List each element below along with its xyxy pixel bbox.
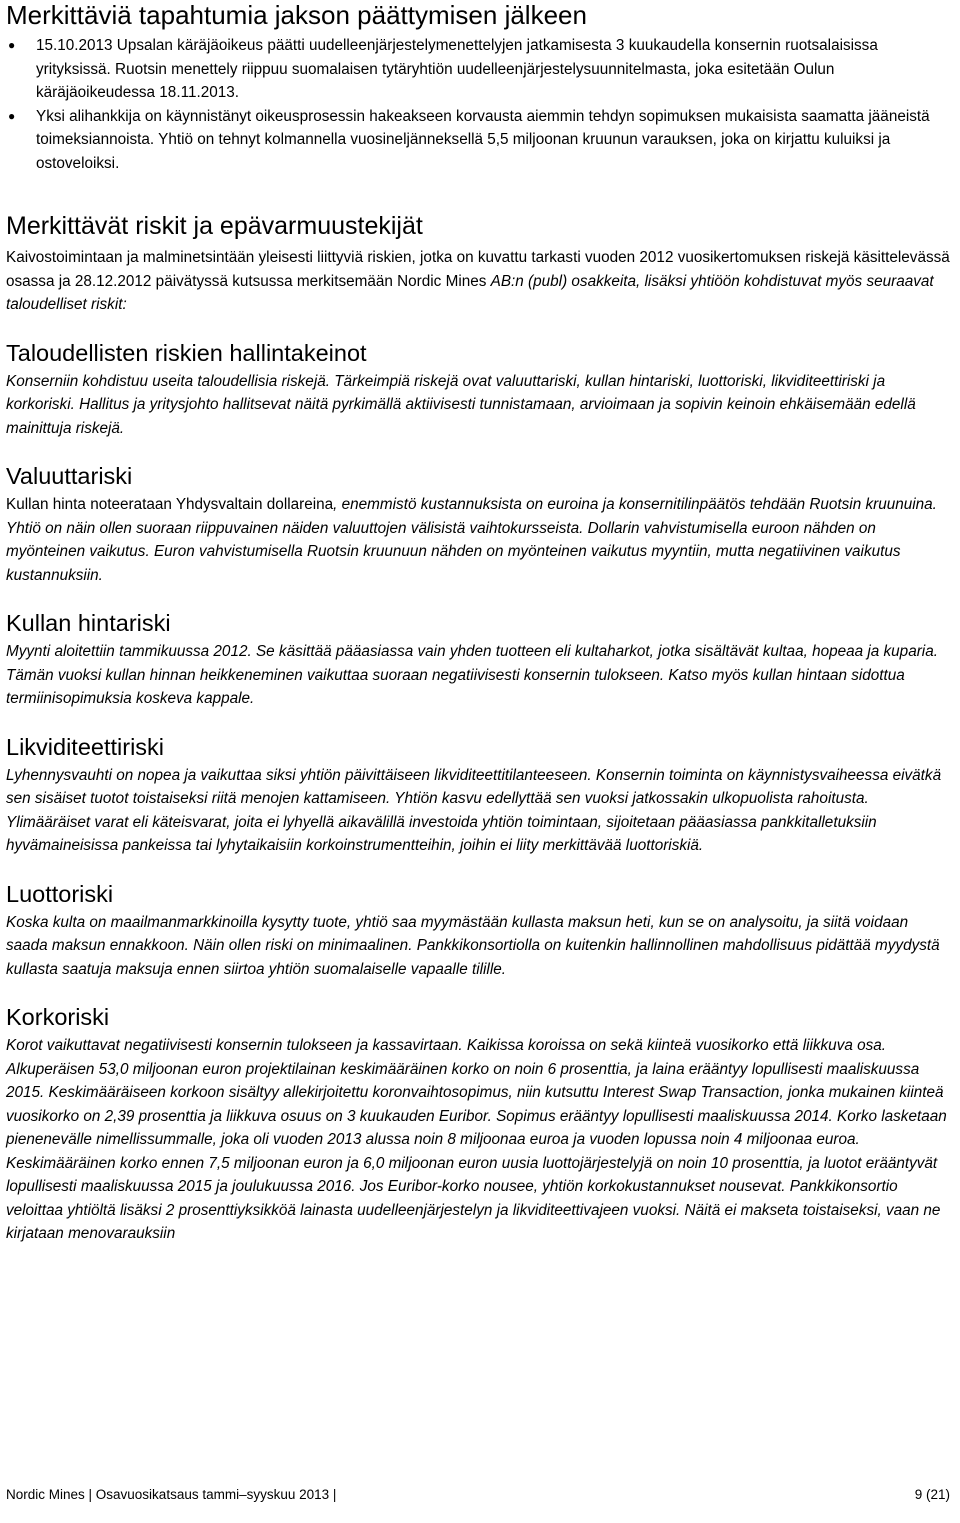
credit-heading: Luottoriski — [6, 880, 114, 907]
page-title: Merkittäviä tapahtumia jakson päättymisen jälkeen — [6, 0, 587, 30]
events-list — [6, 34, 950, 175]
document-page — [6, 0, 950, 1246]
spacer — [6, 317, 950, 339]
spacer — [6, 981, 950, 1003]
interest-heading: Korkoriski — [6, 1004, 110, 1030]
spacer — [6, 711, 950, 733]
event-text: 15.10.2013 Upsalan käräjäoikeus päätti uudelleenjärjestelymenettelyjen jatkamisesta 3 kuukaudella konsernin ruotsalaisissa yrityksissä. Ruotsin menettely riippuu suomalaisen tytäryhtiön uudelleenjärjestelysuunnitelmasta, joka esitetään Oulun käräjäoikeudessa 18.11.2013. — [36, 37, 878, 101]
spacer — [6, 858, 950, 880]
list-item — [6, 105, 950, 176]
bullet-icon: ● — [8, 108, 16, 123]
currency-heading: Valuuttariski — [6, 463, 133, 489]
currency-paragraph — [6, 493, 950, 587]
management-text: Konserniin kohdistuu useita taloudellisia riskejä. Tärkeimpiä riskejä ovat valuuttariski, kullan hintariski, luottoriski, likviditeettiriski ja korkoriski. Hallitus ja yritysjohto hallitsevat näitä pyrkimällä aktiivisesti tunnistamaan, arvioimaan ja sopivin keinoin ehkäisemään edellä mainittuja riskejä. — [6, 372, 916, 437]
interest-text: Korot vaikuttavat negatiivisesti konsernin tulokseen ja kassavirtaan. Kaikissa koroissa on sekä kiinteä vuosikorko että liikkuva osa. Alkuperäisen 53,0 miljoonan euron projektilainan keskimääräinen korko on noin 6 prosenttia, ja laina erääntyy lopullisesti maaliskuussa 2015. Keskimääräiseen korkoon sisältyy allekirjoitettu koronvaihtosopimus, niin kutsuttu Interest Swap Transaction, jonka mukainen kiinteä vuosikorko on 2,39 prosenttia ja liikkuva osuus on 3 kuukauden Euribor. Sopimus erääntyy lopullisesti maaliskuussa 2014. Korko lasketaan pienenevälle nimellissummalle, joka oli vuoden 2013 alussa noin 8 miljoonaa euroa ja vuoden lopussa noin 4 miljoonaa euroa. Keskimääräinen korko ennen 7,5 miljoonan euron ja 6,0 miljoonan euron uusia luottojärjestelyjä on noin 10 prosenttia, ja luotot erääntyvät lopullisesti maaliskuussa 2015 ja joulukuussa 2016. Jos Euribor-korko nousee, yhtiön korkokustannukset nousevat. Pankkikonsortio veloittaa yhtiöltä lisäksi 2 prosenttiyksikköä lainasta uudelleenjärjestelyn ja likviditeettivajeen vuoksi. Näitä ei makseta toistaiseksi, vaan ne kirjataan menovarauksiin — [6, 1037, 947, 1242]
risks-intro-text-italic: AB:n (publ) osakkeita, lisäksi yhtiöön kohdistuvat myös seuraavat taloudelliset riskit: — [6, 272, 934, 313]
currency-text: Kullan hinta noteerataan Yhdysvaltain dollareina — [6, 496, 334, 513]
credit-text: Koska kulta on maailmanmarkkinoilla kysytty tuote, yhtiö saa myymästään kullasta maksun heti, kun se on analysoitu, ja siitä voidaan saada maksun ennakkoon. Näin ollen riski on minimaalinen. Pankkikonsortiolla on kuitenkin hallinnollinen mahdollisuus pidättää myydystä kullasta saatuja maksuja ennen siirtoa yhtiön suomalaiselle vapaalle tilille. — [6, 913, 940, 978]
event-text: Yksi alihankkija on käynnistänyt oikeusprosessin hakeakseen korvausta aiemmin tehdyn sopimuksen mukaisista saamatta jääneistä toimeksiannoista. Yhtiö on tehnyt kolmannella vuosineljänneksellä 5,5 miljoonan kruunun varauksen, joka on kirjattu kuluiksi ja ostoveloiksi. — [36, 107, 930, 172]
risks-heading: Merkittävät riskit ja epävarmuustekijät — [6, 212, 423, 240]
gold-heading: Kullan hintariski — [6, 610, 171, 636]
footer-left-text: Nordic Mines | Osavuosikatsaus tammi–syyskuu 2013 | — [6, 1487, 337, 1502]
spacer — [6, 440, 950, 462]
liquidity-text: Lyhennysvauhti on nopea ja vaikuttaa siksi yhtiön päivittäiseen likviditeettitilanteeseen. Konsernin toiminta on käynnistysvaiheessa eivätkä sen sisäiset tuotot toistaiseksi riitä menojen kattamiseen. Yhtiön kasvu edellyttää sen vuoksi jatkossakin ulkopuolista rahoitusta. Ylimääräiset varat eli käteisvarat, joita ei lyhyellä aikavälillä investoida yhtiön toimintaan, sijoitetaan pääasiassa pankkitalletuksiin hyvämaineisissa pankeissa tai lyhytaikaisiin korkoinstrumentteihin, joihin ei liity merkittävää luottoriskiä. — [6, 766, 942, 854]
risks-intro — [6, 246, 950, 317]
spacer — [6, 587, 950, 609]
liquidity-heading: Likviditeettiriski — [6, 733, 165, 760]
currency-text-italic: , enemmistö kustannuksista on euroina ja konsernitilinpäätös tehdään Ruotsin kruunuina. Yhtiö on näin ollen suoraan riippuvainen näiden valuuttojen välisistä vaihtokursseista. Dollarin vahvistumisella euroon nähden on myönteinen vaikutus. Euron vahvistumisella Ruotsin kruunuun nähden on myönteinen vaikutus myyntiin, mutta negatiivinen vaikutus kustannuksiin. — [6, 496, 937, 584]
management-heading: Taloudellisten riskien hallintakeinot — [6, 339, 367, 366]
risks-intro-text: Kaivostoimintaan ja malminetsintään yleisesti liittyviä riskien, jotka on kuvattu tarkasti vuoden 2012 vuosikertomuksen riskejä käsittelevässä osassa ja 28.12.2012 päivätyssä kutsussa merkitsemään Nordic Mines — [6, 249, 950, 290]
spacer — [6, 175, 950, 211]
page-number: 9 (21) — [914, 1487, 950, 1502]
gold-text: Myynti aloitettiin tammikuussa 2012. Se käsittää pääasiassa vain yhden tuotteen eli kultaharkot, jotka sisältävät kultaa, hopeaa ja kuparia. Tämän vuoksi kullan hinnan heikkeneminen vaikuttaa suoraan negatiivisesti konsernin tulokseen. Katso myös kullan hintaan sidottua termiinisopimuksia koskeva kappale. — [6, 643, 938, 707]
list-item — [6, 34, 950, 105]
bullet-icon: ● — [8, 38, 16, 52]
